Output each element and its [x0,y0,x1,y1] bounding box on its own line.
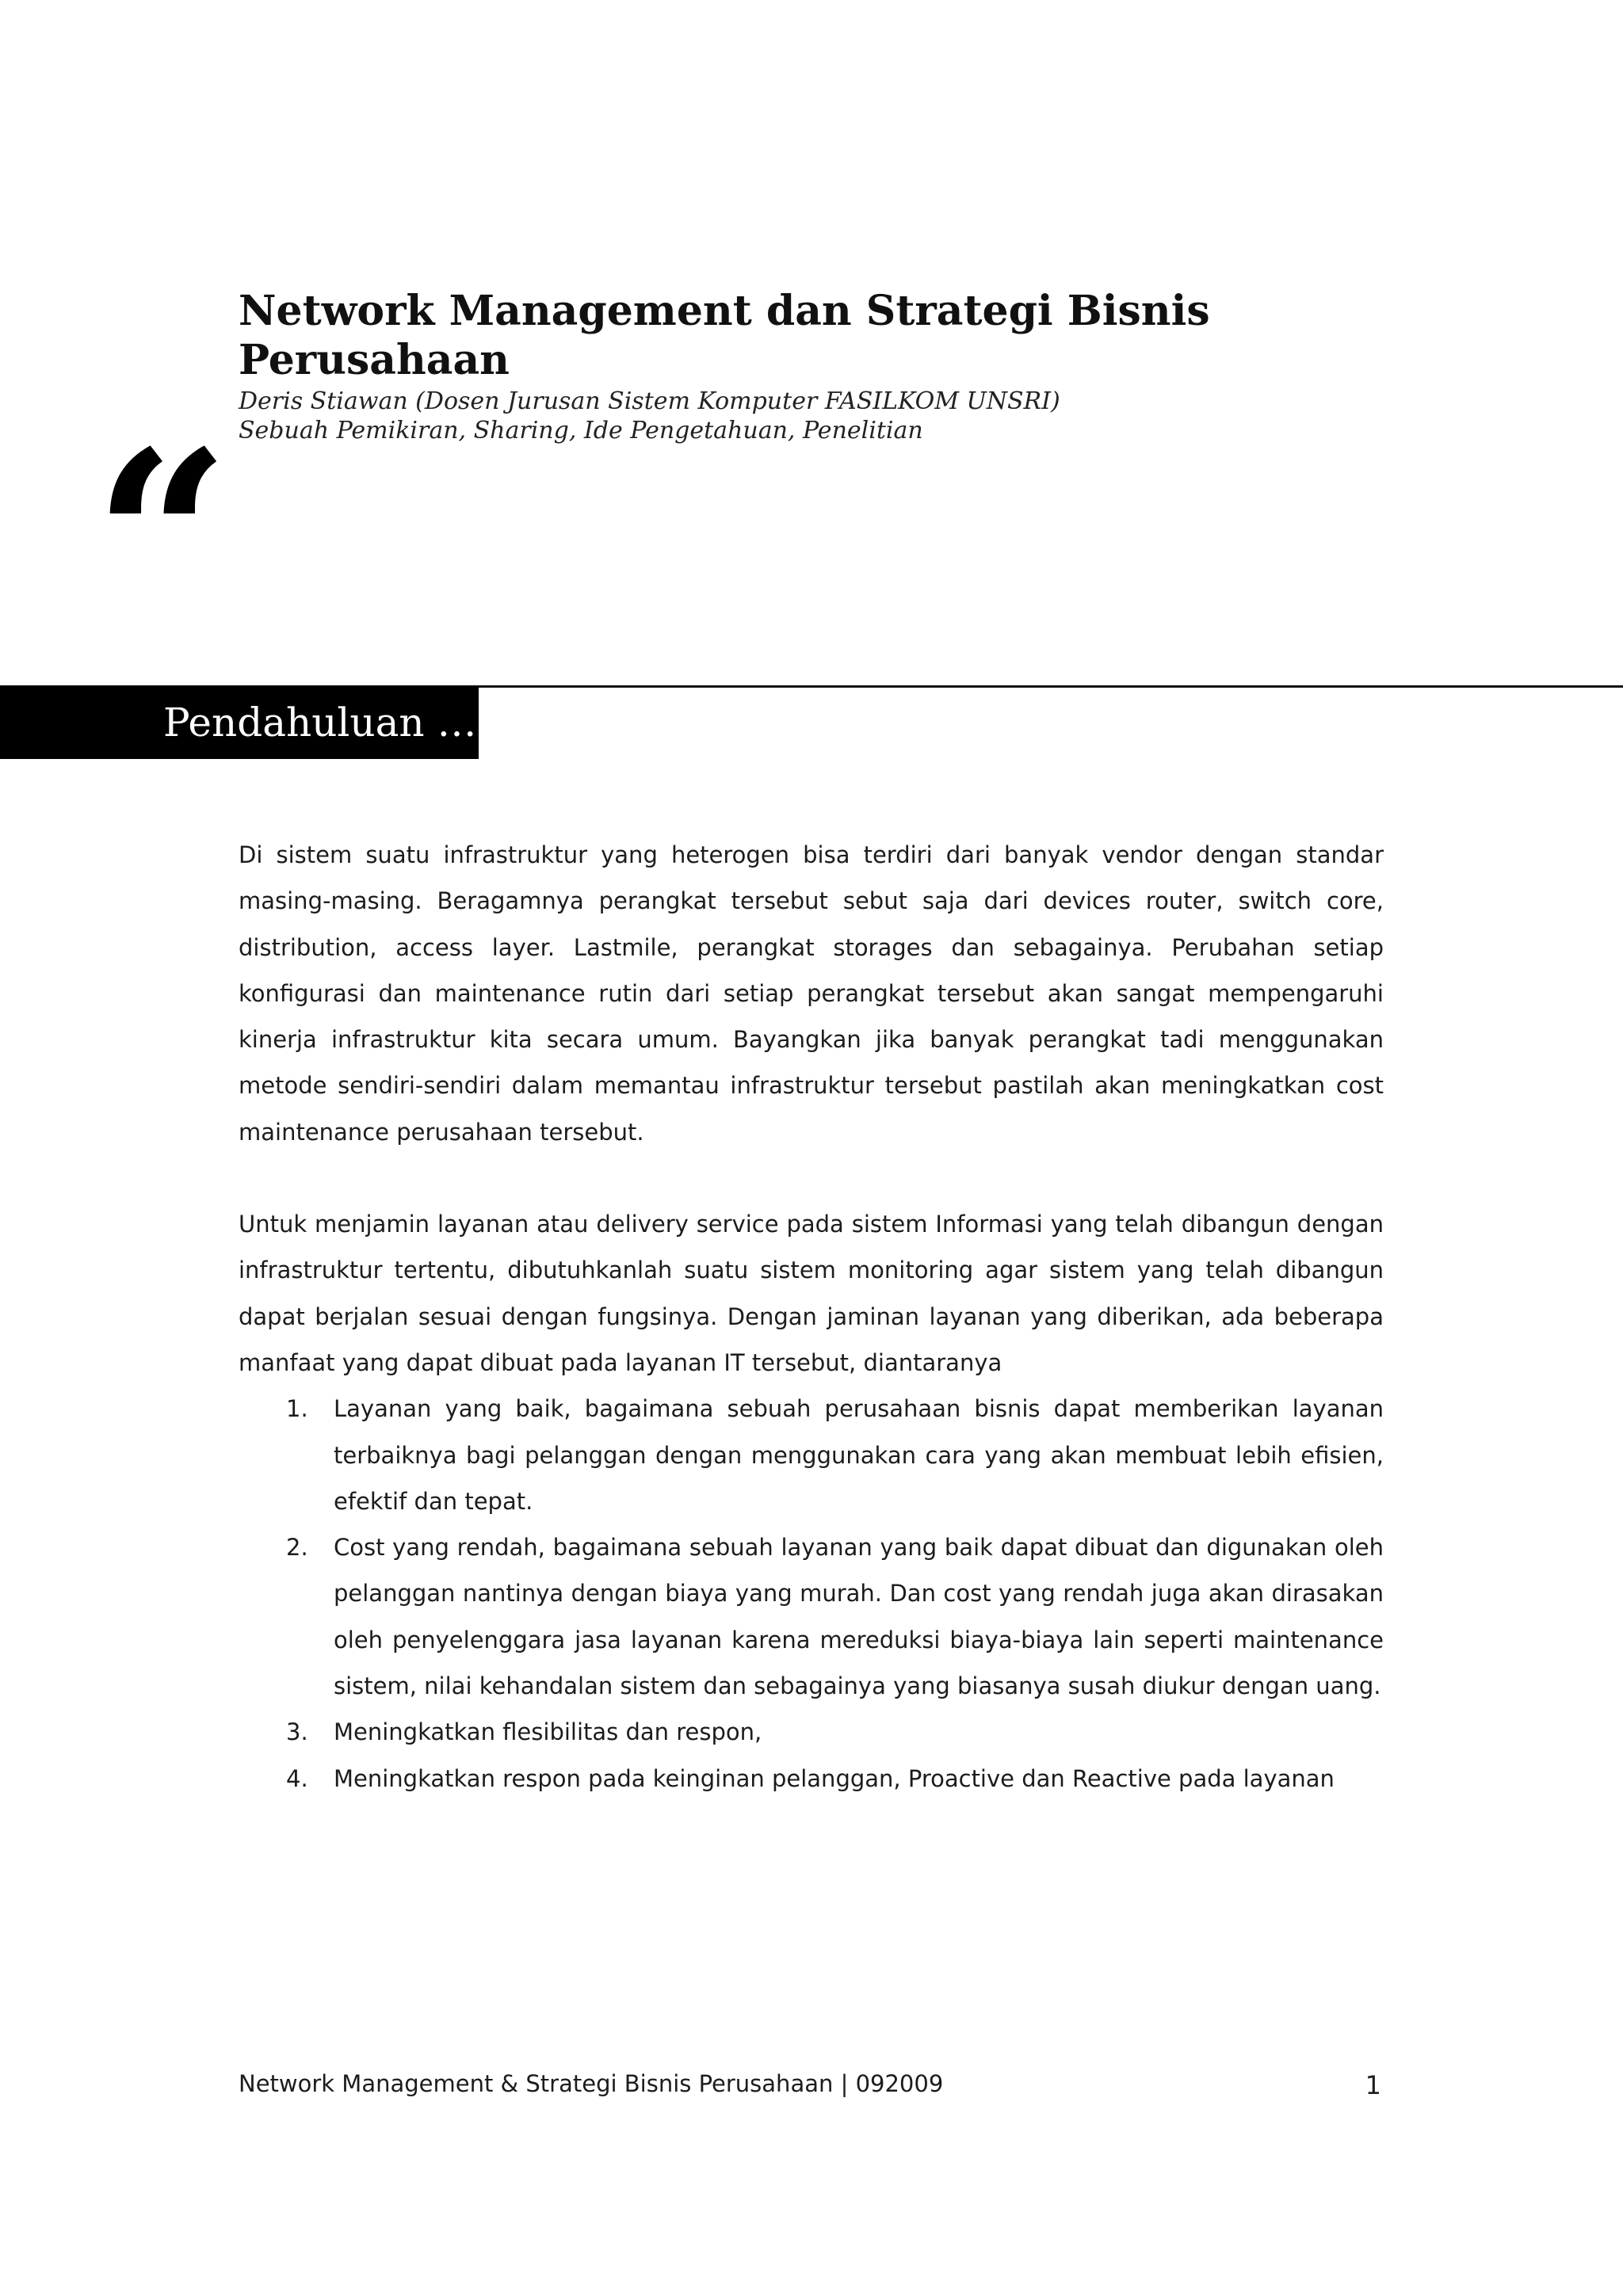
author-line: Deris Stiawan (Dosen Jurusan Sistem Komputer FASILKOM UNSRI) [239,387,1060,415]
list-item [239,1524,1384,1709]
list-item-text: Cost yang rendah, bagaimana sebuah layanan yang baik dapat dibuat dan digunakan oleh pelanggan nantinya dengan biaya yang murah. Dan cost yang rendah juga akan dirasakan oleh penyelenggara jasa layanan karena mereduksi biaya-biaya lain seperti maintenance sistem, nilai kehandalan sistem dan sebagainya yang biasanya susah diukur dengan uang. [334,1534,1384,1700]
document-title: Network Management dan Strategi Bisnis Perusahaan [239,287,1210,384]
benefits-list [239,1386,1384,1802]
quote-mark-icon: “ [94,399,231,678]
list-item-text: Meningkatkan flesibilitas dan respon, [334,1718,762,1746]
paragraph: Di sistem suatu infrastruktur yang heterogen bisa terdiri dari banyak vendor dengan standar masing-masing. Beragamnya perangkat tersebut sebut saja dari devices router, switch core, distribution, access layer. Lastmile, perangkat storages dan sebagainya. Perubahan setiap konfigurasi dan maintenance rutin dari setiap perangkat tersebut akan sangat mempengaruhi kinerja infrastruktur kita secara umum. Bayangkan jika banyak perangkat tadi menggunakan metode sendiri-sendiri dalam memantau infrastruktur tersebut pastilah akan meningkatkan cost maintenance perusahaan tersebut. [239,841,1384,1146]
list-item-text: Layanan yang baik, bagaimana sebuah perusahaan bisnis dapat memberikan layanan terbaiknya bagi pelanggan dengan menggunakan cara yang akan membuat lebih efisien, efektif dan tepat. [334,1395,1384,1515]
list-item-number: 3. [286,1718,308,1746]
list-item-number: 2. [286,1534,308,1562]
paragraph: Untuk menjamin layanan atau delivery service pada sistem Informasi yang telah dibangun dengan infrastruktur tertentu, dibutuhkanlah suatu sistem monitoring agar sistem yang telah dibangun dapat berjalan sesuai dengan fungsinya. Dengan jaminan layanan yang diberikan, ada beberapa manfaat yang dapat dibuat pada layanan IT tersebut, diantaranya [239,1211,1384,1376]
footer-running-title: Network Management & Strategi Bisnis Perusahaan | 092009 [239,2070,944,2097]
tagline: Sebuah Pemikiran, Sharing, Ide Pengetahuan, Penelitian [239,417,923,444]
section-heading: Pendahuluan … [163,700,477,746]
list-item [239,1756,1384,1802]
list-item-number: 1. [286,1395,308,1423]
list-item [239,1386,1384,1524]
list-item [239,1709,1384,1755]
body-text [239,832,1384,1802]
list-item-number: 4. [286,1764,308,1792]
list-item-text: Meningkatkan respon pada keinginan pelanggan, Proactive dan Reactive pada layanan [334,1764,1335,1792]
page-number: 1 [1365,2070,1381,2100]
